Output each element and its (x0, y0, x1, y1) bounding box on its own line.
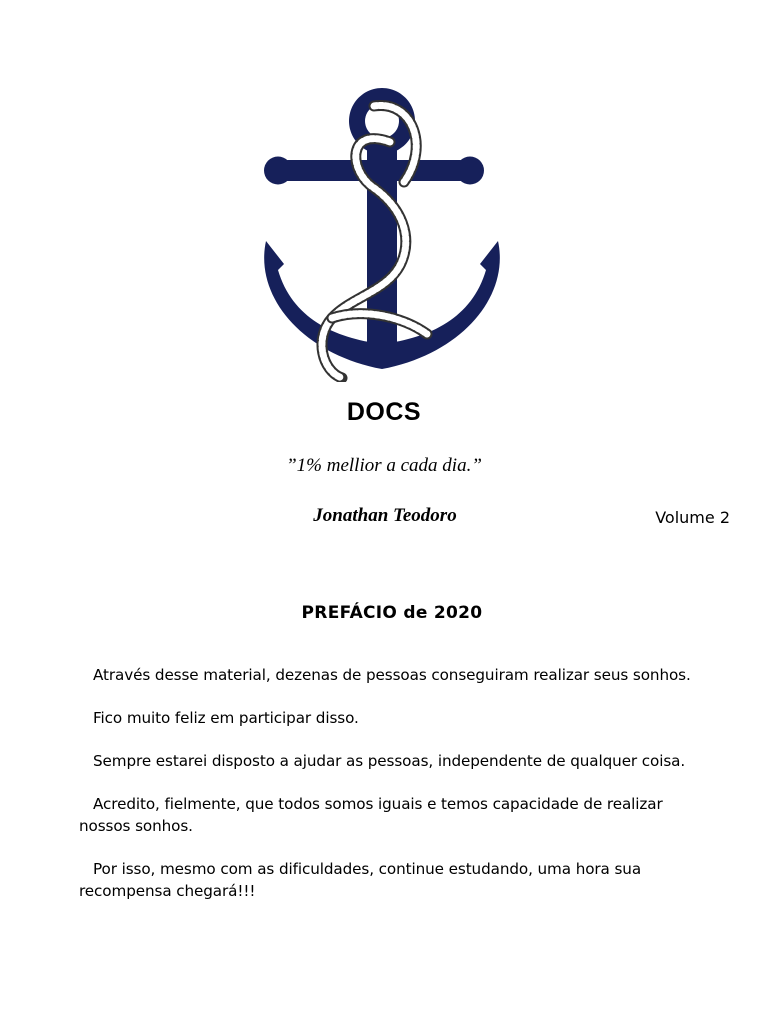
author-name: Jonathan Teodoro (313, 505, 457, 526)
preface-body (79, 664, 699, 923)
paragraph: Por isso, mesmo com as dificuldades, continue estudando, uma hora sua recompensa chegará!!! (79, 860, 642, 900)
preface-heading: PREFÁCIO de 2020 (301, 603, 483, 623)
document-title: DOCS (346, 398, 422, 426)
paragraph: Acredito, fielmente, que todos somos iguais e temos capacidade de realizar nossos sonhos. (79, 795, 663, 835)
anchor-with-rope-icon (262, 86, 502, 382)
paragraph: Através desse material, dezenas de pessoas conseguiram realizar seus sonhos. (93, 666, 691, 684)
motto: ”1% mellior a cada dia.” (286, 455, 482, 476)
paragraph: Sempre estarei disposto a ajudar as pessoas, independente de qualquer coisa. (93, 752, 686, 770)
paragraph: Fico muito feliz em participar disso. (93, 709, 359, 727)
volume-label: Volume 2 (655, 508, 730, 527)
